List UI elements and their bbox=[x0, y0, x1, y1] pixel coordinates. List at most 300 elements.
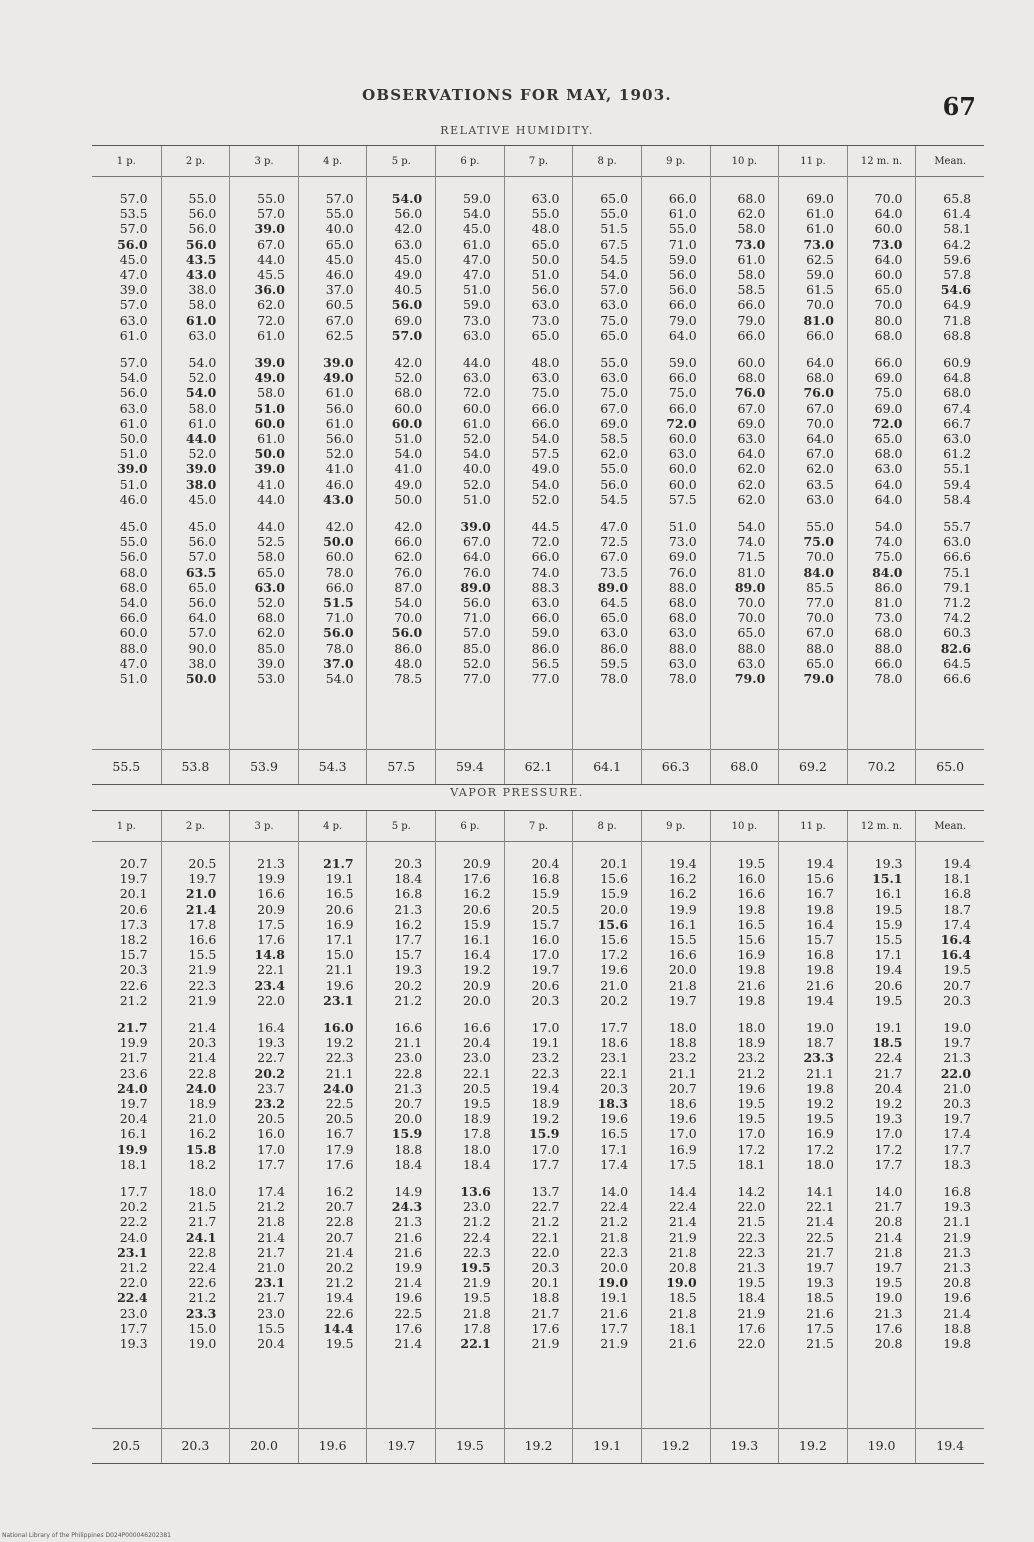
table-cell: 18.6 bbox=[668, 1096, 697, 1112]
table-cell: 17.2 bbox=[737, 1141, 766, 1157]
table-cell: 60.0 bbox=[874, 267, 903, 283]
table-cell: 66.0 bbox=[394, 534, 423, 550]
table-cell: 16.0 bbox=[257, 1126, 285, 1142]
table-cell: 63.0 bbox=[531, 297, 560, 313]
table-cell: 47.0 bbox=[119, 267, 148, 283]
table-cell: 20.4 bbox=[531, 856, 560, 871]
table-cell: 21.9 bbox=[668, 1229, 697, 1245]
table-cell: 64.0 bbox=[874, 476, 903, 492]
table-cell: 64.0 bbox=[806, 355, 834, 371]
table-cell: 19.5 bbox=[874, 901, 903, 917]
table-cell: 21.8 bbox=[600, 1229, 629, 1245]
table-cell: 68.0 bbox=[119, 579, 148, 595]
table-cell: 18.4 bbox=[737, 1290, 766, 1306]
column-mean: 70.2 bbox=[848, 749, 916, 784]
table-cell: 18.5 bbox=[806, 1290, 834, 1306]
table-cell: 36.0 bbox=[254, 282, 285, 298]
table-cell: 16.9 bbox=[668, 1141, 697, 1157]
table-cell: 18.0 bbox=[462, 1141, 491, 1157]
table-cell: 84.0 bbox=[803, 564, 834, 580]
table-cell: 21.2 bbox=[462, 1214, 491, 1230]
table-cell: 66.6 bbox=[943, 549, 972, 565]
table-cell: 19.3 bbox=[394, 962, 423, 978]
value-group bbox=[255, 1184, 285, 1351]
table-cell: 15.6 bbox=[737, 932, 766, 948]
table-cell: 18.9 bbox=[531, 1096, 560, 1112]
table-cell: 21.4 bbox=[188, 1050, 217, 1066]
table-cell: 16.6 bbox=[668, 947, 697, 963]
table-cell: 78.5 bbox=[394, 671, 423, 687]
table-cell: 57.0 bbox=[257, 206, 285, 222]
value-group bbox=[598, 856, 628, 1008]
table-cell: 39.0 bbox=[185, 461, 217, 477]
table-cell: 21.9 bbox=[600, 1336, 629, 1352]
table-cell: 64.0 bbox=[874, 251, 903, 267]
table-cell: 17.4 bbox=[943, 1126, 972, 1142]
table-cell: 72.0 bbox=[531, 534, 560, 550]
value-group bbox=[186, 1020, 216, 1172]
column-header: 3 p. bbox=[230, 146, 298, 177]
table-cell: 19.6 bbox=[600, 1111, 629, 1127]
table-cell: 76.0 bbox=[462, 564, 491, 580]
table-cell: 19.5 bbox=[737, 1111, 766, 1127]
value-group bbox=[463, 355, 491, 507]
table-cell: 20.9 bbox=[462, 856, 491, 871]
table-cell: 63.0 bbox=[600, 625, 629, 641]
table-cell: 56.0 bbox=[188, 206, 217, 222]
value-group bbox=[872, 856, 902, 1008]
table-cell: 38.0 bbox=[185, 476, 217, 492]
table-cell: 18.3 bbox=[597, 1096, 629, 1112]
table-cell: 21.6 bbox=[668, 1336, 697, 1352]
table-cell: 21.3 bbox=[943, 1244, 972, 1260]
table-cell: 72.5 bbox=[600, 534, 629, 550]
table-column bbox=[710, 811, 779, 1463]
table-column bbox=[298, 811, 367, 1463]
table-cell: 61.0 bbox=[325, 415, 354, 431]
column-header: 12 m. n. bbox=[848, 811, 916, 842]
table-cell: 21.4 bbox=[668, 1214, 697, 1230]
table-cell: 56.0 bbox=[188, 595, 217, 611]
table-cell: 56.0 bbox=[325, 400, 354, 416]
table-cell: 63.0 bbox=[874, 461, 903, 477]
table-cell: 54.0 bbox=[185, 385, 217, 401]
table-cell: 44.0 bbox=[257, 251, 285, 267]
table-cell: 18.8 bbox=[943, 1320, 972, 1336]
table-cell: 21.8 bbox=[668, 1305, 697, 1321]
table-cell: 46.0 bbox=[119, 491, 148, 507]
table-cell: 64.0 bbox=[668, 327, 697, 343]
column-values bbox=[105, 177, 148, 698]
table-cell: 13.7 bbox=[531, 1184, 560, 1200]
table-cell: 58.0 bbox=[737, 267, 766, 283]
table-cell: 21.7 bbox=[874, 1199, 903, 1215]
table-cell: 17.5 bbox=[806, 1320, 834, 1336]
table-cell: 67.0 bbox=[806, 625, 834, 641]
table-cell: 56.0 bbox=[117, 236, 148, 252]
table-cell: 19.4 bbox=[531, 1080, 560, 1096]
table-cell: 15.7 bbox=[806, 932, 834, 948]
table-cell: 65.0 bbox=[531, 236, 560, 252]
table-cell: 56.0 bbox=[325, 431, 354, 447]
table-cell: 15.5 bbox=[874, 932, 903, 948]
table-cell: 14.0 bbox=[874, 1184, 903, 1200]
table-cell: 22.3 bbox=[737, 1244, 766, 1260]
table-cell: 39.0 bbox=[254, 221, 285, 237]
table-cell: 21.3 bbox=[737, 1260, 766, 1276]
table-cell: 21.4 bbox=[394, 1336, 423, 1352]
table-cell: 61.0 bbox=[188, 415, 217, 431]
table-cell: 70.0 bbox=[806, 549, 834, 565]
table-cell: 56.0 bbox=[119, 549, 148, 565]
table-cell: 21.7 bbox=[257, 1244, 285, 1260]
table-cell: 66.0 bbox=[531, 415, 560, 431]
value-group bbox=[255, 355, 285, 507]
table-cell: 67.0 bbox=[600, 400, 629, 416]
value-group bbox=[669, 519, 697, 686]
column-values bbox=[449, 842, 491, 1363]
table-cell: 21.0 bbox=[943, 1080, 972, 1096]
table-cell: 21.0 bbox=[188, 1111, 217, 1127]
table-cell: 55.0 bbox=[600, 355, 629, 371]
table-cell: 23.3 bbox=[185, 1305, 217, 1321]
table-cell: 54.0 bbox=[531, 476, 560, 492]
table-cell: 24.0 bbox=[323, 1080, 354, 1096]
library-footer: National Library of the Philippines D024P000046202381 bbox=[2, 1532, 171, 1539]
table-cell: 73.5 bbox=[600, 564, 629, 580]
table-cell: 52.5 bbox=[257, 534, 285, 550]
table-cell: 19.3 bbox=[943, 1199, 972, 1215]
table-cell: 19.7 bbox=[668, 992, 697, 1008]
table-cell: 63.0 bbox=[462, 370, 491, 386]
table-column bbox=[641, 146, 710, 784]
table-column bbox=[710, 146, 779, 784]
table-cell: 66.0 bbox=[737, 327, 766, 343]
table-cell: 17.0 bbox=[531, 1141, 560, 1157]
column-values bbox=[861, 177, 903, 698]
table-cell: 18.8 bbox=[394, 1141, 423, 1157]
table-column bbox=[92, 146, 161, 784]
value-group bbox=[735, 191, 765, 343]
table-column bbox=[572, 146, 641, 784]
table-cell: 22.0 bbox=[257, 992, 285, 1008]
column-values bbox=[243, 842, 285, 1363]
value-group bbox=[463, 191, 491, 343]
table-cell: 22.1 bbox=[462, 1065, 491, 1081]
table-cell: 21.2 bbox=[188, 1290, 217, 1306]
value-group bbox=[669, 1020, 697, 1172]
table-cell: 22.0 bbox=[119, 1275, 148, 1291]
table-cell: 59.5 bbox=[600, 655, 629, 671]
table-cell: 58.5 bbox=[737, 282, 766, 298]
table-cell: 19.9 bbox=[117, 1141, 148, 1157]
table-cell: 67.5 bbox=[600, 236, 629, 252]
table-cell: 66.0 bbox=[737, 297, 766, 313]
table-cell: 54.0 bbox=[600, 267, 629, 283]
table-cell: 85.0 bbox=[462, 640, 491, 656]
table-cell: 56.0 bbox=[119, 385, 148, 401]
column-mean: 53.8 bbox=[162, 749, 230, 784]
table-cell: 15.0 bbox=[325, 947, 354, 963]
table-cell: 20.8 bbox=[943, 1275, 972, 1291]
table-cell: 22.1 bbox=[806, 1199, 834, 1215]
table-cell: 16.2 bbox=[325, 1184, 354, 1200]
value-group bbox=[255, 191, 285, 343]
table-cell: 61.0 bbox=[462, 415, 491, 431]
table-cell: 17.7 bbox=[600, 1320, 629, 1336]
value-group bbox=[735, 355, 765, 507]
table-cell: 55.0 bbox=[188, 191, 217, 206]
table-cell: 22.8 bbox=[394, 1065, 423, 1081]
table-cell: 85.0 bbox=[257, 640, 285, 656]
table-cell: 55.0 bbox=[119, 534, 148, 550]
table-cell: 68.0 bbox=[874, 625, 903, 641]
table-cell: 22.3 bbox=[737, 1229, 766, 1245]
table-cell: 20.8 bbox=[668, 1260, 697, 1276]
table-cell: 21.7 bbox=[323, 856, 354, 871]
column-mean: 53.9 bbox=[230, 749, 298, 784]
table-cell: 50.0 bbox=[531, 251, 560, 267]
table-column bbox=[915, 146, 984, 784]
table-cell: 20.5 bbox=[462, 1080, 491, 1096]
table-cell: 52.0 bbox=[462, 431, 491, 447]
table-cell: 63.0 bbox=[668, 655, 697, 671]
table-cell: 22.8 bbox=[188, 1065, 217, 1081]
table-cell: 57.8 bbox=[943, 267, 972, 283]
table-cell: 54.5 bbox=[600, 251, 629, 267]
table-cell: 23.0 bbox=[394, 1050, 423, 1066]
table-cell: 86.0 bbox=[394, 640, 423, 656]
table-cell: 18.4 bbox=[394, 1156, 423, 1172]
table-cell: 71.0 bbox=[325, 610, 354, 626]
table-cell: 49.0 bbox=[323, 370, 354, 386]
table-cell: 58.5 bbox=[600, 431, 629, 447]
table-cell: 65.0 bbox=[874, 282, 903, 298]
column-mean: 19.1 bbox=[573, 1428, 641, 1463]
table-cell: 51.0 bbox=[668, 519, 697, 535]
table-cell: 60.9 bbox=[943, 355, 972, 371]
table-cell: 50.0 bbox=[323, 534, 354, 550]
table-cell: 66.0 bbox=[531, 400, 560, 416]
table-cell: 54.0 bbox=[119, 370, 148, 386]
column-mean: 19.5 bbox=[436, 1428, 504, 1463]
value-group bbox=[120, 519, 148, 686]
table-cell: 16.0 bbox=[531, 932, 560, 948]
table-cell: 64.5 bbox=[600, 595, 629, 611]
table-cell: 72.0 bbox=[666, 415, 697, 431]
table-cell: 55.0 bbox=[600, 206, 629, 222]
table-cell: 58.0 bbox=[257, 385, 285, 401]
table-cell: 40.5 bbox=[394, 282, 423, 298]
value-group bbox=[872, 1020, 902, 1172]
table-cell: 17.7 bbox=[119, 1320, 148, 1336]
table-cell: 18.8 bbox=[531, 1290, 560, 1306]
table-cell: 64.0 bbox=[462, 549, 491, 565]
table-cell: 67.0 bbox=[806, 400, 834, 416]
table-cell: 52.0 bbox=[394, 370, 423, 386]
table-cell: 21.4 bbox=[874, 1229, 903, 1245]
table-cell: 57.5 bbox=[668, 491, 697, 507]
table-cell: 21.7 bbox=[531, 1305, 560, 1321]
table-cell: 63.0 bbox=[806, 491, 834, 507]
table-cell: 19.8 bbox=[737, 992, 766, 1008]
table-cell: 43.0 bbox=[323, 491, 354, 507]
table-cell: 62.0 bbox=[737, 476, 766, 492]
table-cell: 16.0 bbox=[323, 1020, 354, 1036]
value-group bbox=[737, 1020, 765, 1172]
table-cell: 57.0 bbox=[119, 355, 148, 371]
table-cell: 21.9 bbox=[737, 1305, 766, 1321]
table-cell: 16.4 bbox=[806, 916, 834, 932]
table-cell: 57.0 bbox=[119, 297, 148, 313]
table-cell: 16.4 bbox=[940, 947, 972, 963]
table-cell: 17.7 bbox=[943, 1141, 972, 1157]
table-cell: 81.0 bbox=[737, 564, 766, 580]
table-cell: 76.0 bbox=[803, 385, 834, 401]
table-cell: 79.0 bbox=[734, 671, 766, 687]
table-cell: 19.0 bbox=[597, 1275, 629, 1291]
table-cell: 15.7 bbox=[119, 947, 148, 963]
table-cell: 21.4 bbox=[943, 1305, 972, 1321]
table-cell: 87.0 bbox=[394, 579, 423, 595]
table-cell: 18.1 bbox=[737, 1156, 766, 1172]
column-mean: 57.5 bbox=[367, 749, 435, 784]
value-group bbox=[943, 355, 971, 507]
table-cell: 19.9 bbox=[394, 1260, 423, 1276]
table-cell: 67.4 bbox=[943, 400, 972, 416]
table-cell: 61.0 bbox=[806, 221, 834, 237]
table-cell: 69.0 bbox=[874, 400, 903, 416]
table-cell: 52.0 bbox=[462, 655, 491, 671]
table-cell: 21.3 bbox=[394, 901, 423, 917]
table-cell: 17.0 bbox=[257, 1141, 285, 1157]
column-header: 6 p. bbox=[436, 811, 504, 842]
table-cell: 24.0 bbox=[185, 1080, 217, 1096]
table-cell: 63.5 bbox=[185, 564, 217, 580]
table-cell: 47.0 bbox=[600, 519, 629, 535]
value-group bbox=[735, 519, 765, 686]
table-cell: 44.0 bbox=[257, 491, 285, 507]
table-column bbox=[915, 811, 984, 1463]
table-cell: 50.0 bbox=[394, 491, 423, 507]
table-cell: 82.6 bbox=[940, 640, 972, 656]
table-cell: 16.6 bbox=[462, 1020, 491, 1036]
table-cell: 16.0 bbox=[737, 871, 766, 887]
table-cell: 19.7 bbox=[119, 1096, 148, 1112]
table-cell: 20.3 bbox=[394, 856, 423, 871]
column-header: 1 p. bbox=[92, 146, 161, 177]
table-cell: 19.7 bbox=[119, 871, 148, 887]
table-cell: 22.0 bbox=[737, 1336, 766, 1352]
table-cell: 17.6 bbox=[394, 1320, 423, 1336]
table-cell: 19.0 bbox=[188, 1336, 217, 1352]
table-cell: 65.8 bbox=[943, 191, 972, 206]
table-cell: 23.1 bbox=[600, 1050, 629, 1066]
column-mean: 19.7 bbox=[367, 1428, 435, 1463]
table-cell: 57.0 bbox=[119, 191, 148, 206]
table-cell: 56.0 bbox=[668, 267, 697, 283]
table-cell: 42.0 bbox=[394, 519, 423, 535]
value-group bbox=[532, 1184, 560, 1351]
table-cell: 86.0 bbox=[874, 579, 903, 595]
table-cell: 64.0 bbox=[737, 446, 766, 462]
table-cell: 74.0 bbox=[874, 534, 903, 550]
table-cell: 19.3 bbox=[874, 856, 903, 871]
table-cell: 75.0 bbox=[874, 385, 903, 401]
table-cell: 17.7 bbox=[531, 1156, 560, 1172]
table-cell: 19.4 bbox=[325, 1290, 354, 1306]
table-cell: 56.0 bbox=[185, 236, 217, 252]
table-cell: 16.2 bbox=[188, 1126, 217, 1142]
table-cell: 21.6 bbox=[394, 1244, 423, 1260]
table-cell: 20.8 bbox=[874, 1214, 903, 1230]
value-group bbox=[875, 1184, 903, 1351]
table-cell: 57.0 bbox=[119, 221, 148, 237]
table-cell: 18.4 bbox=[462, 1156, 491, 1172]
table-cell: 21.8 bbox=[462, 1305, 491, 1321]
table-cell: 21.2 bbox=[737, 1065, 766, 1081]
table-cell: 16.4 bbox=[462, 947, 491, 963]
table-cell: 70.0 bbox=[394, 610, 423, 626]
table-cell: 16.4 bbox=[257, 1020, 285, 1036]
table-cell: 23.0 bbox=[119, 1305, 148, 1321]
table-cell: 22.7 bbox=[257, 1050, 285, 1066]
column-header: 1 p. bbox=[92, 811, 161, 842]
table-cell: 17.1 bbox=[600, 1141, 629, 1157]
table-cell: 15.1 bbox=[872, 871, 903, 887]
value-group bbox=[532, 355, 560, 507]
table-cell: 63.0 bbox=[737, 431, 766, 447]
table-cell: 15.9 bbox=[600, 886, 629, 902]
table-cell: 16.8 bbox=[531, 871, 560, 887]
table-cell: 50.0 bbox=[254, 446, 285, 462]
table-cell: 89.0 bbox=[460, 579, 491, 595]
table-cell: 20.1 bbox=[531, 1275, 560, 1291]
table-cell: 63.0 bbox=[531, 595, 560, 611]
table-cell: 84.0 bbox=[872, 564, 903, 580]
table-column bbox=[92, 811, 161, 1463]
table-cell: 76.0 bbox=[394, 564, 423, 580]
table-cell: 51.0 bbox=[462, 491, 491, 507]
table-cell: 20.3 bbox=[943, 992, 972, 1008]
table-cell: 17.4 bbox=[943, 916, 972, 932]
table-cell: 89.0 bbox=[597, 579, 629, 595]
table-cell: 21.4 bbox=[806, 1214, 834, 1230]
table-cell: 20.9 bbox=[462, 977, 491, 993]
table-cell: 61.0 bbox=[119, 327, 148, 343]
table-cell: 55.0 bbox=[806, 519, 834, 535]
column-values bbox=[174, 842, 216, 1363]
table-cell: 18.0 bbox=[668, 1020, 697, 1036]
column-values bbox=[312, 842, 354, 1363]
table-cell: 17.7 bbox=[119, 1184, 148, 1200]
table-cell: 21.0 bbox=[257, 1260, 285, 1276]
table-cell: 48.0 bbox=[531, 221, 560, 237]
table-cell: 68.0 bbox=[394, 385, 423, 401]
value-group bbox=[806, 1184, 834, 1351]
table-cell: 16.9 bbox=[325, 916, 354, 932]
value-group bbox=[323, 519, 353, 686]
table-cell: 71.0 bbox=[462, 610, 491, 626]
table-cell: 19.7 bbox=[531, 962, 560, 978]
table-cell: 18.6 bbox=[600, 1035, 629, 1051]
table-cell: 22.4 bbox=[462, 1229, 491, 1245]
column-header: 6 p. bbox=[436, 146, 504, 177]
table-cell: 61.0 bbox=[257, 327, 285, 343]
table-cell: 66.6 bbox=[943, 671, 972, 687]
table-column bbox=[641, 811, 710, 1463]
table-cell: 58.1 bbox=[943, 221, 972, 237]
